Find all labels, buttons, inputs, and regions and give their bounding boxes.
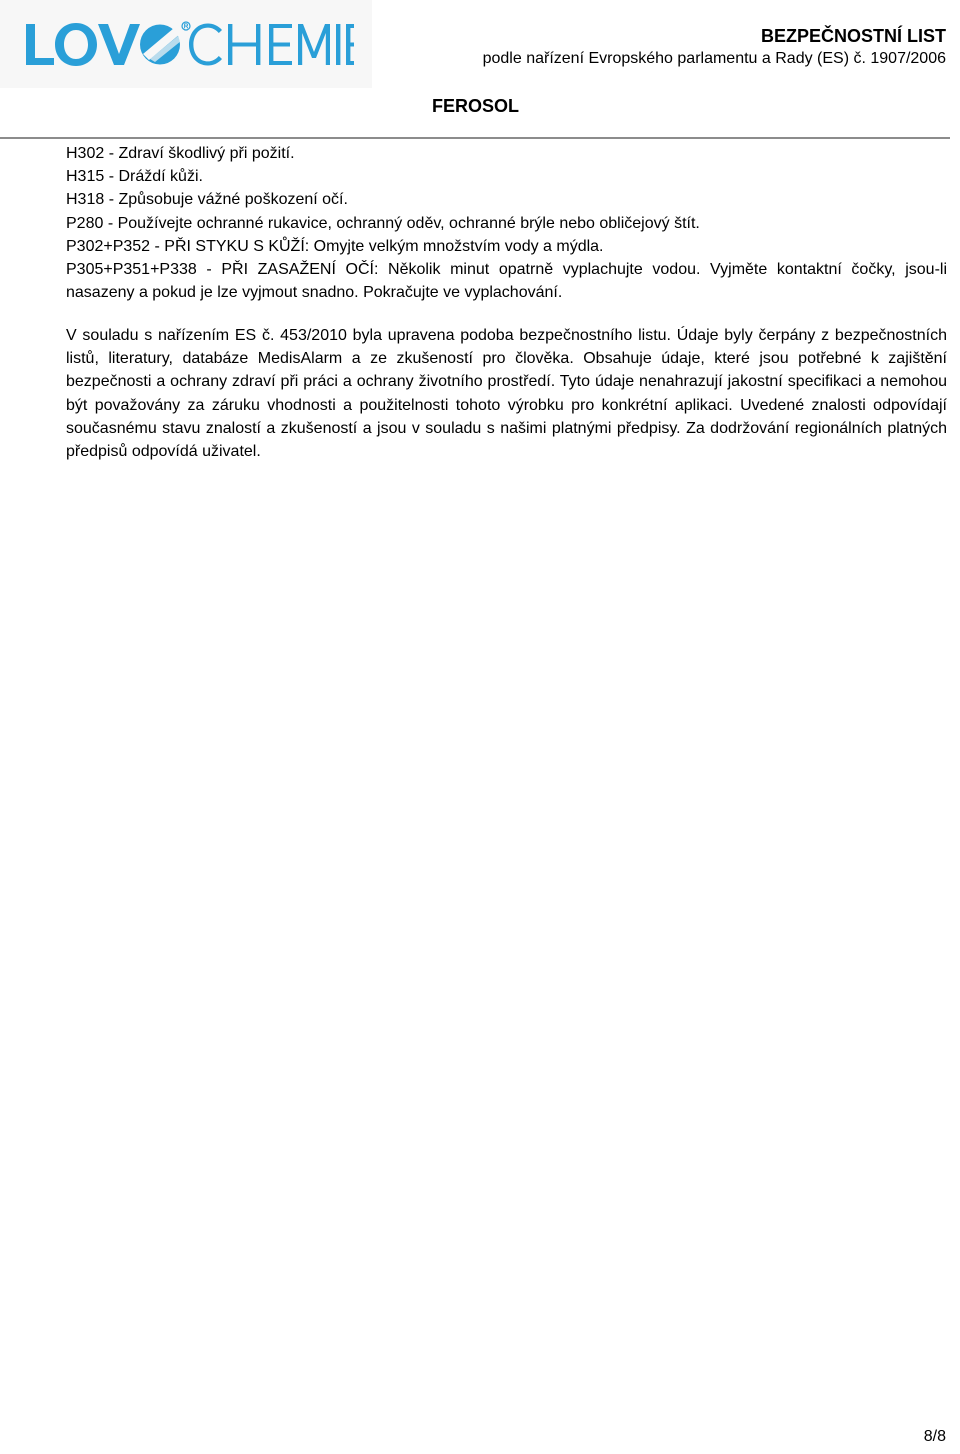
statement-p302-p352: P302+P352 - PŘI STYKU S KŮŽÍ: Omyjte velkým množstvím vody a mýdla.: [66, 237, 604, 255]
header-divider: [0, 137, 950, 139]
statement-p280: P280 - Používejte ochranné rukavice, ochranný oděv, ochranné brýle nebo obličejový štít.: [66, 214, 700, 232]
lovochemie-logo: [24, 18, 354, 70]
statement-h315: H315 - Dráždí kůži.: [66, 168, 203, 186]
document-type-title: BEZPEČNOSTNÍ LIST: [760, 26, 946, 46]
statement-h302: H302 - Zdraví škodlivý při požití.: [66, 145, 295, 162]
page-number: 8/8: [923, 1428, 946, 1445]
logo-area: [0, 0, 372, 88]
regulation-reference: podle nařízení Evropského parlamentu a Rady (ES) č. 1907/2006: [482, 50, 946, 67]
regulatory-notice: V souladu s nařízením ES č. 453/2010 byla upravena podoba bezpečnostního listu. Údaje byly čerpány z bezpečnostních listů, literatury, databáze MedisAlarm a ze zkušeností pro člověka. Obsahuje údaje, které jsou potřebné k zajištění bezpečnosti a ochrany zdraví při práci a ochrany životního prostředí. Tyto údaje nenahrazují jakostní specifikaci a nemohou být považovány za záruku vhodnosti a použitelnosti tohoto výrobku pro konkrétní aplikaci. Uvedené znalosti odpovídají současnému stavu znalostí a zkušeností a jsou v souladu s našimi platnými předpisy. Za dodržování regionálních platných předpisů odpovídá uživatel.: [66, 327, 947, 461]
product-name: FEROSOL: [432, 96, 520, 116]
hazard-precaution-statements: [66, 142, 947, 304]
statement-p305-p351-p338: P305+P351+P338 - PŘI ZASAŽENÍ OČÍ: Několik minut opatrně vyplachujte vodou. Vyjměte kontaktní čočky, jsou-li nasazeny a pokud je lze vyjmout snadno. Pokračujte ve vyplachování.: [66, 261, 947, 302]
statement-h318: H318 - Způsobuje vážné poškození očí.: [66, 191, 348, 209]
